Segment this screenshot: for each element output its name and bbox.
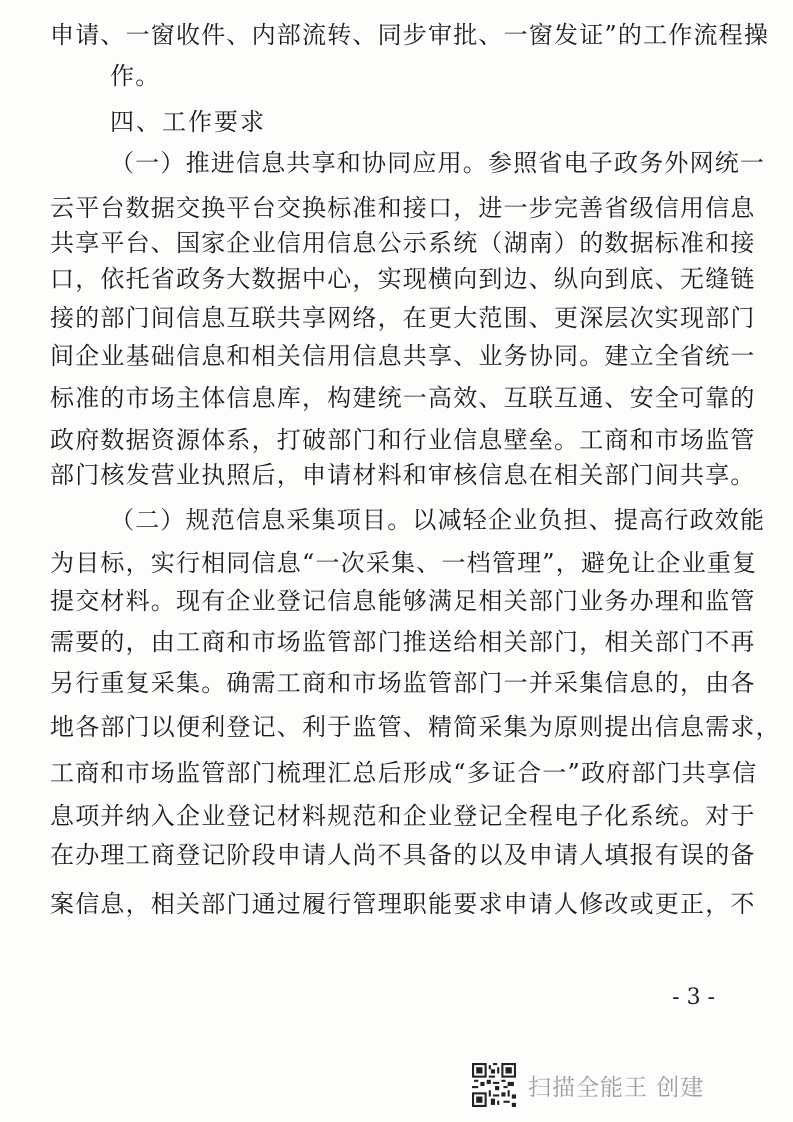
text-line: 部门核发营业执照后，申请材料和审核信息在相关部门间共享。: [50, 461, 756, 489]
scanner-watermark: [472, 1063, 704, 1107]
text-line: 地各部门以便利登记、利于监管、精简采集为原则提出信息需求，: [50, 713, 781, 741]
paragraph-start: （一）推进信息共享和协同应用。参照省电子政务外网统一: [110, 149, 766, 177]
text-line: 需要的，由工商和市场监管部门推送给相关部门，相关部门不再: [50, 628, 756, 656]
text-line: 口，依托省政务大数据中心，实现横向到边、纵向到底、无缝链: [50, 265, 756, 293]
page-number: - 3 -: [672, 985, 715, 1010]
qr-code-icon: [472, 1063, 516, 1107]
section-heading: 四、工作要求: [110, 108, 266, 136]
text-line: 为目标，实行相同信息“一次采集、一档管理”，避免让企业重复: [50, 549, 758, 577]
text-line: 提交材料。现有企业登记信息能够满足相关部门业务办理和监管: [50, 587, 756, 615]
text-line: 政府数据资源体系，打破部门和行业信息壁垒。工商和市场监管: [50, 426, 756, 454]
text-line: 作。: [110, 62, 161, 90]
text-line: 共享平台、国家企业信用信息公示系统（湖南）的数据标准和接: [50, 229, 756, 257]
text-line: 申请、一窗收件、内部流转、同步审批、一窗发证”的工作流程操: [50, 21, 770, 49]
text-line: 接的部门间信息互联共享网络，在更大范围、更深层次实现部门: [50, 304, 756, 332]
paragraph-start: （二）规范信息采集项目。以减轻企业负担、提高行政效能: [110, 506, 766, 534]
watermark-text: 扫描全能王 创建: [528, 1074, 705, 1101]
text-line: 息项并纳入企业登记材料规范和企业登记全程电子化系统。对于: [50, 802, 756, 830]
text-line: 案信息，相关部门通过履行管理职能要求申请人修改或更正，不: [50, 890, 756, 918]
text-line: 另行重复采集。确需工商和市场监管部门一并采集信息的，由各: [50, 669, 756, 697]
text-line: 工商和市场监管部门梳理汇总后形成“多证合一”政府部门共享信: [50, 759, 758, 787]
text-line: 标准的市场主体信息库，构建统一高效、互联互通、安全可靠的: [50, 384, 756, 412]
text-line: 云平台数据交换平台交换标准和接口，进一步完善省级信用信息: [50, 194, 756, 222]
text-line: 在办理工商登记阶段申请人尚不具备的以及申请人填报有误的备: [50, 841, 756, 869]
text-line: 间企业基础信息和相关信用信息共享、业务协同。建立全省统一: [50, 342, 756, 370]
